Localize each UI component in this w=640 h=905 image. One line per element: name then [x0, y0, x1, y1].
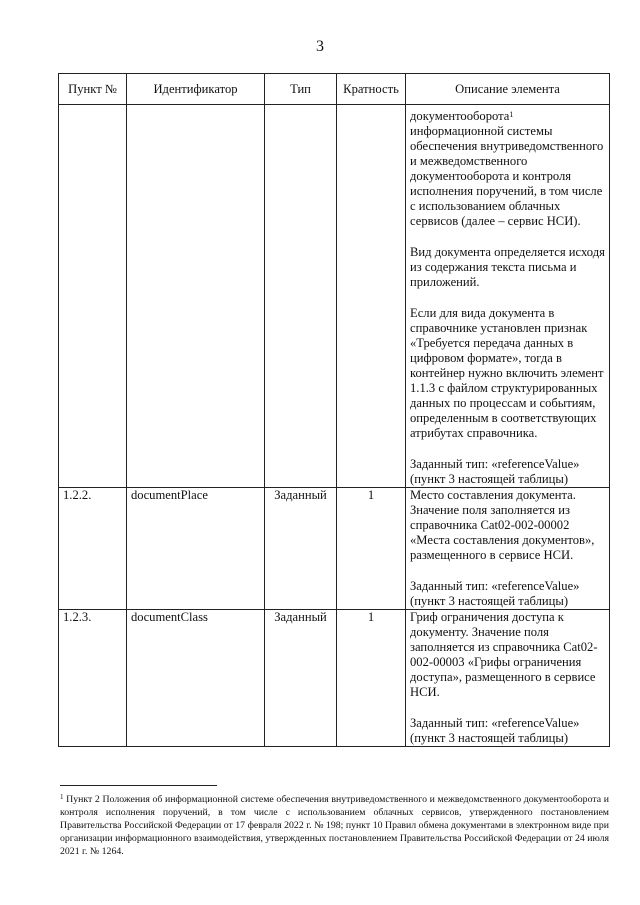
- footnote-separator: [60, 785, 217, 786]
- cell-identifier: documentPlace: [127, 488, 265, 610]
- description-paragraph: Заданный тип: «referenceValue» (пункт 3 настоящей таблицы): [410, 457, 580, 486]
- element-spec-table: [58, 73, 610, 747]
- footnote-text: Пункт 2 Положения об информационной системе обеспечения внутриведомственного и межведомственного документооборота и контроля исполнения поручений, в том числе с использованием облачных сервисов, утвержденного постановлением Правительства Российской Федерации от 17 февраля 2022 г. № 198; пункт 10 Правил обмена документами в электронном виде при организации информационного взаимодействия, утвержденных постановлением Правительства Российской Федерации от 24 июля 2021 г. № 1264.: [60, 794, 609, 857]
- header-multiplicity: Кратность: [337, 74, 406, 105]
- cell-multiplicity: [337, 105, 406, 488]
- footnote: [60, 793, 609, 858]
- cell-description: [406, 488, 610, 610]
- header-type: Тип: [265, 74, 337, 105]
- description-paragraph: Заданный тип: «referenceValue» (пункт 3 настоящей таблицы): [410, 579, 580, 608]
- table-row-continuation: [59, 105, 610, 488]
- cell-type: Заданный: [265, 610, 337, 747]
- description-paragraph: Место составления документа. Значение поля заполняется из справочника Cat02-002-00002 «Места составления документов», размещенного в сервисе НСИ.: [410, 488, 595, 562]
- table-row: [59, 610, 610, 747]
- cell-identifier: [127, 105, 265, 488]
- cell-description: [406, 610, 610, 747]
- description-paragraph: Гриф ограничения доступа к документу. Значение поля заполняется из справочника Cat02-002-00003 «Грифы ограничения доступа», размещенного в сервисе НСИ.: [410, 610, 598, 699]
- cell-type: Заданный: [265, 488, 337, 610]
- cell-number: 1.2.2.: [59, 488, 127, 610]
- description-paragraph: Если для вида документа в справочнике установлен признак «Требуется передача данных в цифровом формате», тогда в контейнер нужно включить элемент 1.1.3 с файлом структурированных данных по процессам и событиям, определенным в соответствующих атрибутах справочника.: [410, 306, 604, 440]
- description-paragraph: документооборота$^1$ информационной системы обеспечения внутриведомственного и межведомственного документооборота и контроля исполнения поручений, в том числе с использованием облачных сервисов (далее – сервис НСИ).: [410, 109, 604, 228]
- header-description: Описание элемента: [406, 74, 610, 105]
- footnote-reference: 1: [509, 110, 514, 119]
- cell-number: 1.2.3.: [59, 610, 127, 747]
- cell-number: [59, 105, 127, 488]
- cell-multiplicity: 1: [337, 488, 406, 610]
- header-identifier: Идентификатор: [127, 74, 265, 105]
- cell-description: [406, 105, 610, 488]
- footnote-marker: 1: [60, 793, 64, 801]
- description-paragraph: Заданный тип: «referenceValue» (пункт 3 настоящей таблицы): [410, 716, 580, 745]
- table-header-row: [59, 74, 610, 105]
- cell-multiplicity: 1: [337, 610, 406, 747]
- header-number: Пункт №: [59, 74, 127, 105]
- description-paragraph: Вид документа определяется исходя из содержания текста письма и приложений.: [410, 245, 605, 289]
- table-row: [59, 488, 610, 610]
- page-number: 3: [316, 38, 324, 55]
- cell-identifier: documentClass: [127, 610, 265, 747]
- cell-type: [265, 105, 337, 488]
